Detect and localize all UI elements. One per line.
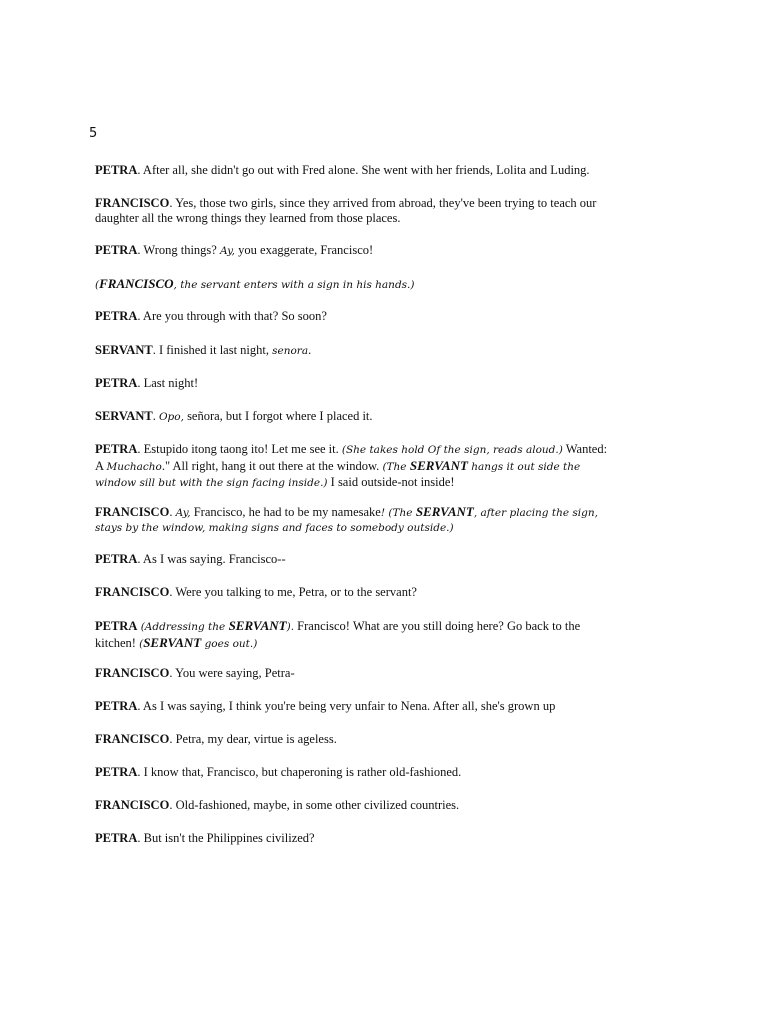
dialogue-line <box>95 376 615 391</box>
dialogue-line <box>95 732 615 747</box>
dialogue-text: Francisco! What are you still doing here? Go back to the <box>294 619 581 633</box>
dialogue-text: . You were saying, Petra- <box>169 666 295 680</box>
dialogue-line <box>95 798 615 813</box>
dialogue-text: . Are you through with that? So soon? <box>137 309 327 323</box>
speaker-name: SERVANT <box>95 409 153 423</box>
dialogue-line <box>95 243 615 259</box>
speaker-name: PETRA <box>95 243 138 257</box>
character-name: SERVANT <box>228 618 287 633</box>
dialogue-text: kitchen! <box>95 636 140 650</box>
dialogue-text: Wanted: <box>562 442 608 456</box>
dialogue-line <box>95 765 615 780</box>
dialogue-text: . Petra, my dear, virtue is ageless. <box>169 732 337 746</box>
dialogue-text: . <box>169 505 176 519</box>
dialogue-line <box>95 585 615 600</box>
speaker-name: FRANCISCO <box>95 585 170 599</box>
dialogue-italic: Muchacho <box>106 461 162 473</box>
dialogue-line <box>95 504 615 536</box>
dialogue-text: . Old-fashioned, maybe, in some other civilized countries. <box>169 798 460 812</box>
speaker-name: PETRA <box>95 163 138 177</box>
direction-text: (The <box>382 461 410 473</box>
speaker-name: PETRA <box>95 309 138 323</box>
dialogue-text: . Wrong things? <box>137 243 220 257</box>
dialogue-text: you exaggerate, Francisco! <box>235 243 374 257</box>
dialogue-text: . I finished it last night, <box>152 343 273 357</box>
speaker-name: PETRA <box>95 376 138 390</box>
dialogue-text: . Estupido itong taong ito! Let me see it. <box>137 442 342 456</box>
dialogue-line <box>95 196 615 226</box>
speaker-name: FRANCISCO <box>95 505 170 519</box>
dialogue-text: A <box>95 459 107 473</box>
direction-text: hangs it out side the <box>467 461 581 473</box>
dialogue-line <box>95 442 615 491</box>
page-number: 5 <box>89 126 98 141</box>
speaker-name: FRANCISCO <box>95 196 170 210</box>
speaker-name: PETRA <box>95 552 138 566</box>
direction-text: goes out.) <box>201 638 258 650</box>
dialogue-line <box>95 163 615 178</box>
direction-text: window sill but with the sign facing inside.) <box>95 477 328 489</box>
dialogue-text: Francisco, he had to be my namesake <box>190 505 381 519</box>
speaker-name: PETRA <box>95 442 138 456</box>
dialogue-text: daughter all the wrong things they learned from those places. <box>95 211 401 225</box>
dialogue-text: . Yes, those two girls, since they arrived from abroad, they've been trying to teach our <box>169 196 597 210</box>
dialogue-text: . <box>308 343 312 357</box>
character-name: SERVANT <box>409 458 468 473</box>
dialogue-line <box>95 618 615 652</box>
direction-text: (Addressing the <box>137 621 229 633</box>
dialogue-line <box>95 552 615 567</box>
direction-text: , the servant enters with a sign in his hands.) <box>173 279 415 291</box>
dialogue-line <box>95 409 615 425</box>
dialogue-text: . After all, she didn't go out with Fred alone. She went with her friends, Lolita and Luding. <box>137 163 590 177</box>
dialogue-text: ." All right, hang it out there at the window. <box>161 459 383 473</box>
dialogue-italic: Opo, <box>158 411 184 423</box>
direction-text: ( <box>139 638 144 650</box>
speaker-name: PETRA <box>95 699 138 713</box>
stage-direction-inline: (She takes hold Of the sign, reads aloud.) <box>341 444 563 456</box>
dialogue-italic: Ay, <box>175 507 191 519</box>
dialogue-text: I said outside-not inside! <box>327 475 455 489</box>
character-name: SERVANT <box>415 504 474 519</box>
dialogue-line <box>95 699 615 714</box>
dialogue-text: . As I was saying. Francisco-- <box>137 552 286 566</box>
speaker-name: PETRA <box>95 765 138 779</box>
dialogue-line <box>95 666 615 681</box>
direction-text: ). <box>286 621 295 633</box>
speaker-name: FRANCISCO <box>95 732 170 746</box>
dialogue-text: . As I was saying, I think you're being very unfair to Nena. After all, she's grown up <box>137 699 556 713</box>
dialogue-text: . I know that, Francisco, but chaperoning is rather old-fashioned. <box>137 765 462 779</box>
dialogue-line <box>95 309 615 324</box>
dialogue-italic: senora <box>272 345 309 357</box>
dialogue-line <box>95 831 615 846</box>
speaker-name: PETRA <box>95 831 138 845</box>
dialogue-text: . <box>152 409 159 423</box>
speaker-name: SERVANT <box>95 343 153 357</box>
direction-text: stays by the window, making signs and faces to somebody outside.) <box>95 522 454 534</box>
character-name: SERVANT <box>143 635 202 650</box>
direction-text: ! (The <box>380 507 416 519</box>
dialogue-line <box>95 343 615 359</box>
character-name: FRANCISCO <box>99 276 174 291</box>
direction-text: , after placing the sign, <box>473 507 598 519</box>
dialogue-text: señora, but I forgot where I placed it. <box>183 409 373 423</box>
dialogue-italic: Ay, <box>219 245 236 257</box>
speaker-name: PETRA <box>95 619 138 633</box>
paren: ( <box>95 279 100 291</box>
dialogue-text: . Were you talking to me, Petra, or to the servant? <box>169 585 417 599</box>
speaker-name: FRANCISCO <box>95 798 170 812</box>
speaker-name: FRANCISCO <box>95 666 170 680</box>
dialogue-text: . But isn't the Philippines civilized? <box>137 831 315 845</box>
stage-direction <box>95 276 615 293</box>
dialogue-text: . Last night! <box>137 376 199 390</box>
